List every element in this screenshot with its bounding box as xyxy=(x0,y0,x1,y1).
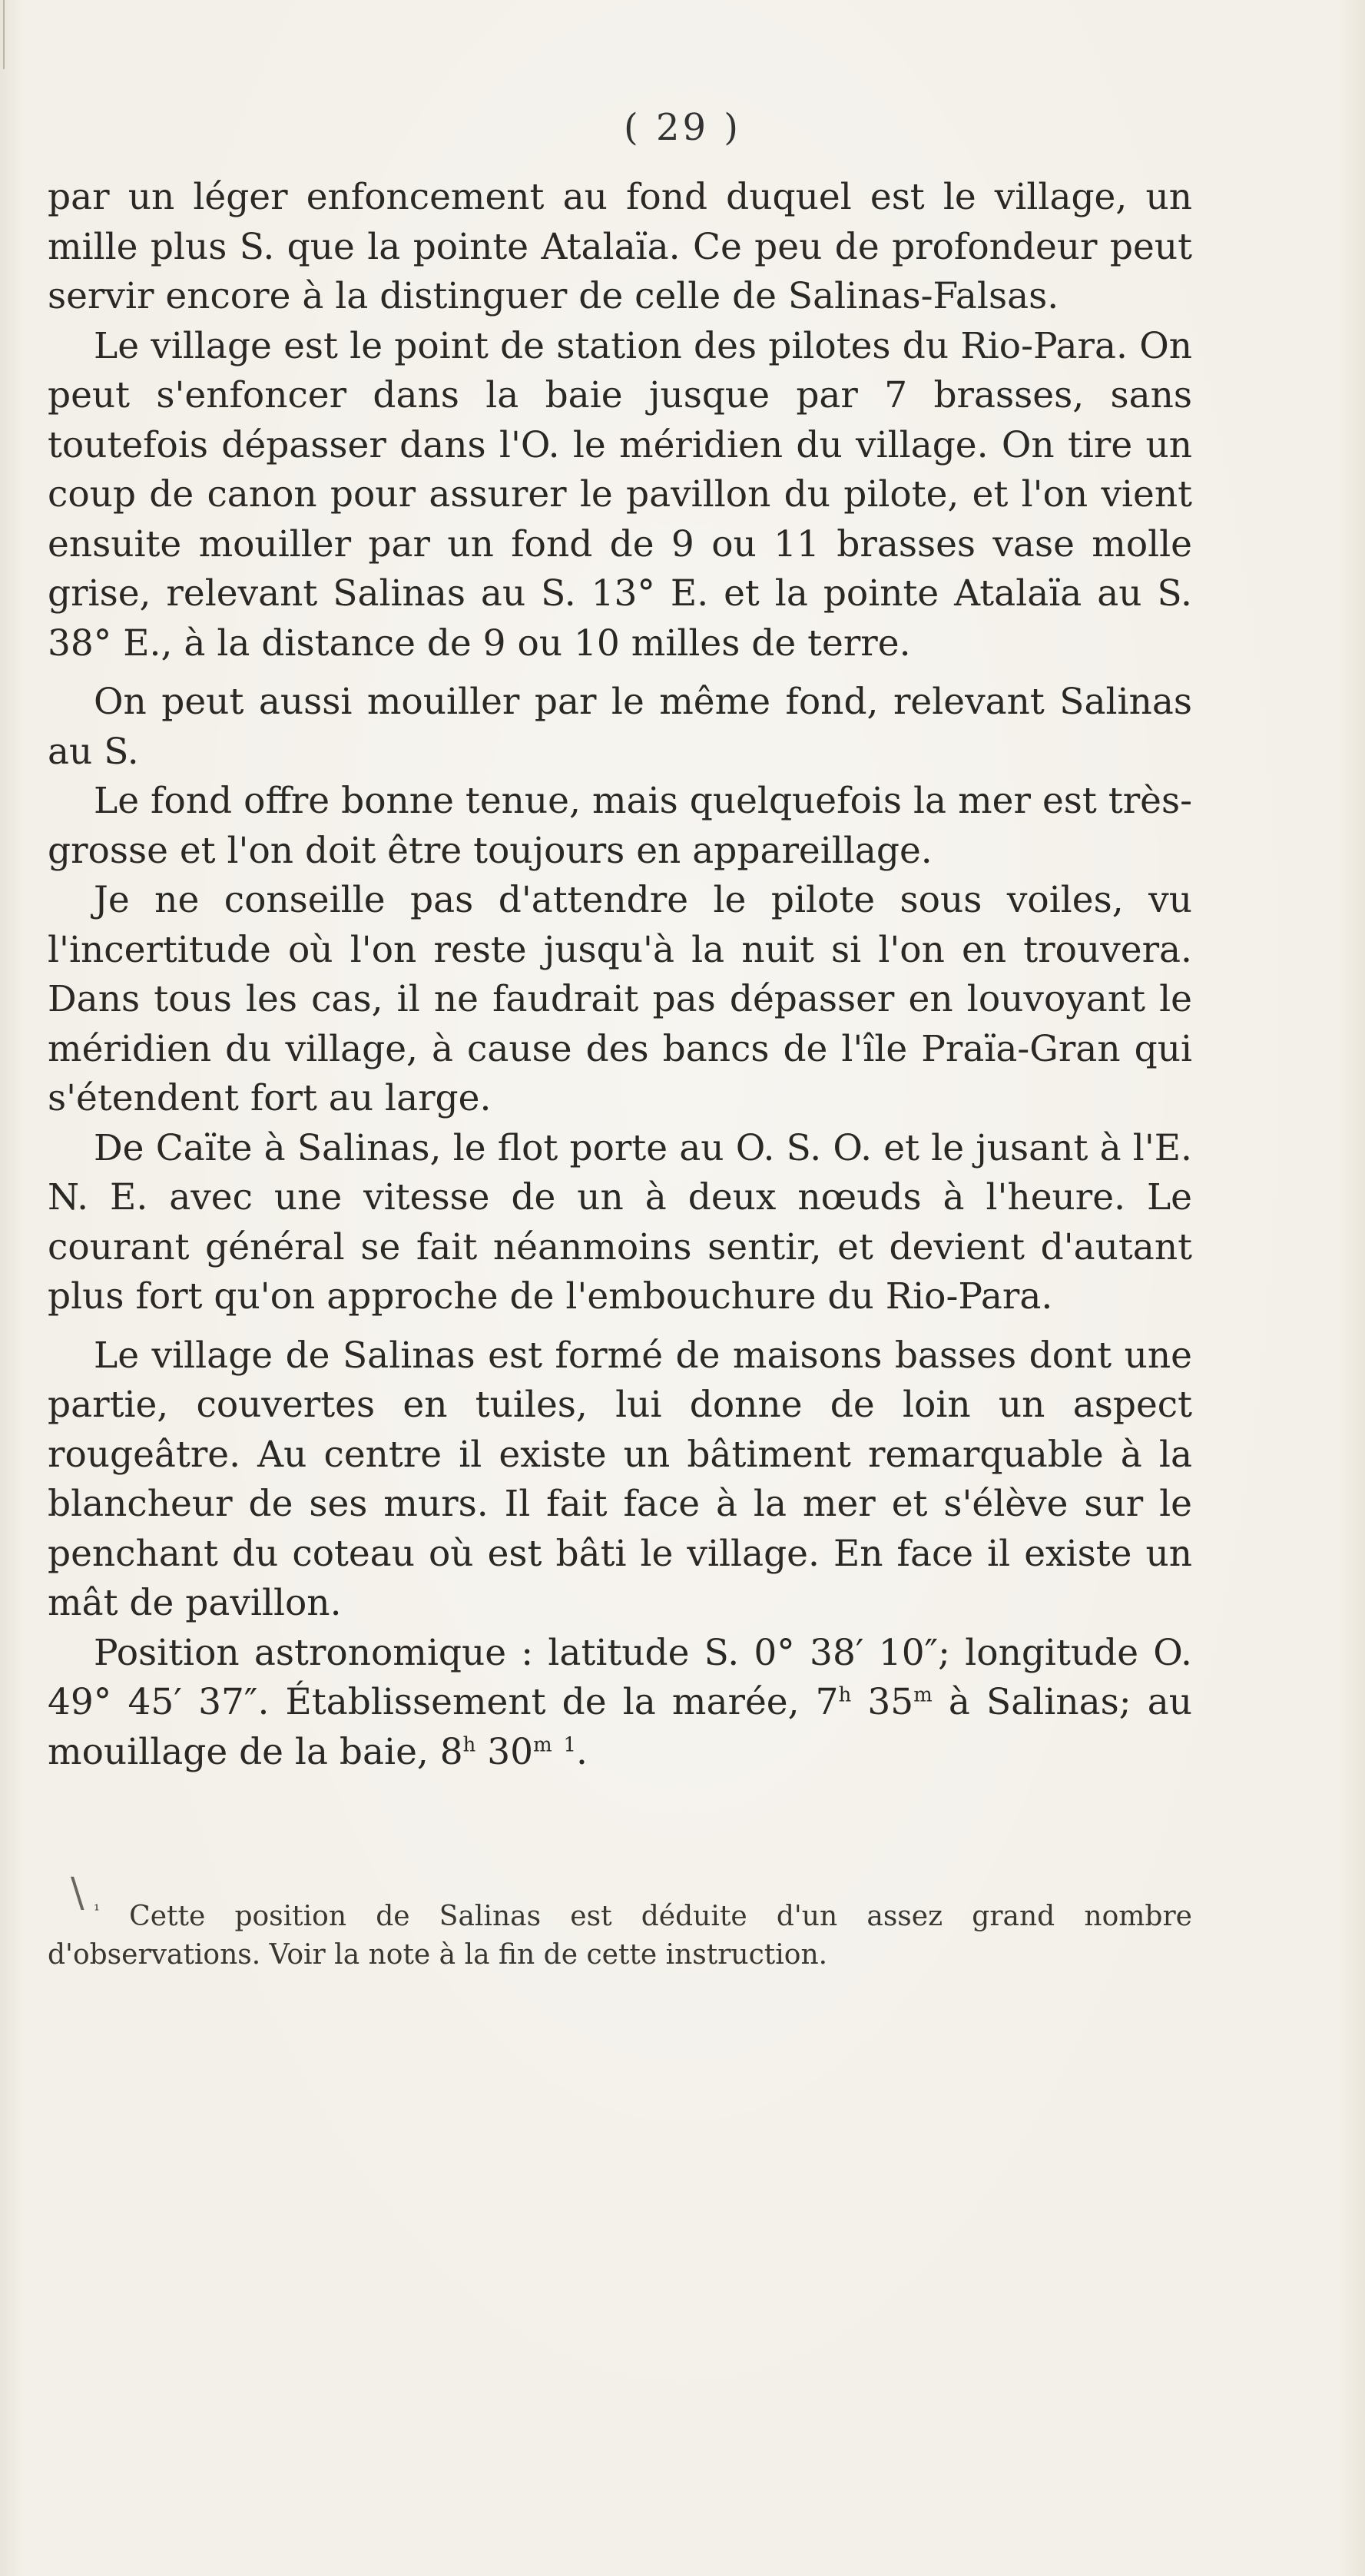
pen-stroke-mark: \ xyxy=(71,1870,84,1916)
paragraph-position xyxy=(48,1629,1192,1778)
paragraph-2: Le village est le point de station des pilotes du Rio-Para. On peut s'enfoncer dans la baie jusque par 7 brasses, sans toutefois dépasser dans l'O. le méridien du village. On tire un coup de canon pour assurer le pavillon du pilote, et l'on vient ensuite mouiller par un fond de 9 ou 11 brasses vase molle grise, relevant Salinas au S. 13° E. et la pointe Atalaïa au S. 38° E., à la distance de 9 ou 10 milles de terre. xyxy=(48,324,1192,665)
position-mid-2: à Salinas; au mouillage de la baie, 8 xyxy=(48,1681,1193,1773)
position-minute-sup-1: m xyxy=(913,1683,933,1707)
paragraph-7: Le village de Salinas est formé de maisons basses dont une partie, couvertes en tuiles, lui donne de loin un aspect rougeâtre. Au centre il existe un bâtiment remarquable à la blancheur de ses murs. Il fait face à la mer et s'élève sur le penchant du coteau où est bâti le village. En face il existe un mât de pavillon. xyxy=(48,1334,1192,1624)
position-end: . xyxy=(576,1730,588,1773)
page-number: ( 29 ) xyxy=(623,106,742,149)
position-hour-sup-1: h xyxy=(838,1683,852,1707)
position-lead: Position astronomique : latitude S. 0° 38′ 10″; longitude O. 49° 45′ 37″. Établissement de la marée, 7 xyxy=(48,1631,1192,1723)
paragraph-5: Je ne conseille pas d'attendre le pilote sous voiles, vu l'incertitude où l'on reste jusqu'à la nuit si l'on en trouvera. Dans tous les cas, il ne faudrait pas dépasser en louvoyant le méridien du village, à cause des bancs de l'île Praïa-Gran qui s'étendent fort au large. xyxy=(48,879,1192,1119)
paragraph-4: Le fond offre bonne tenue, mais quelquefois la mer est très-grosse et l'on doit être toujours en appareillage. xyxy=(48,780,1192,872)
position-mid-1: 35 xyxy=(851,1681,914,1723)
footnote-text: Cette position de Salinas est déduite d'un assez grand nombre d'observations. Voir la note à la fin de cette instruction. xyxy=(48,1901,1192,1971)
position-hour-sup-2: h xyxy=(462,1732,476,1756)
position-mid-3: 30 xyxy=(475,1730,534,1773)
footnote xyxy=(48,1898,1192,1974)
paragraph-6: De Caïte à Salinas, le flot porte au O. S. O. et le jusant à l'E. N. E. avec une vitesse de un à deux nœuds à l'heure. Le courant général se fait néanmoins sentir, et devient d'autant plus fort qu'on approche de l'embouchure du Rio-Para. xyxy=(48,1126,1192,1318)
page-edge-mark xyxy=(3,0,5,69)
position-minute-sup-2: m xyxy=(533,1732,552,1756)
footnote-reference: 1 xyxy=(563,1732,576,1756)
paragraph-3: On peut aussi mouiller par le même fond, relevant Salinas au S. xyxy=(48,681,1192,773)
paragraph-1: par un léger enfoncement au fond duquel est le village, un mille plus S. que la pointe Atalaïa. Ce peu de profondeur peut servir encore à la distinguer de celle de Salinas-Falsas. xyxy=(48,176,1192,317)
body-text xyxy=(48,173,1192,1777)
footnote-marker: ¹ xyxy=(94,1901,100,1919)
